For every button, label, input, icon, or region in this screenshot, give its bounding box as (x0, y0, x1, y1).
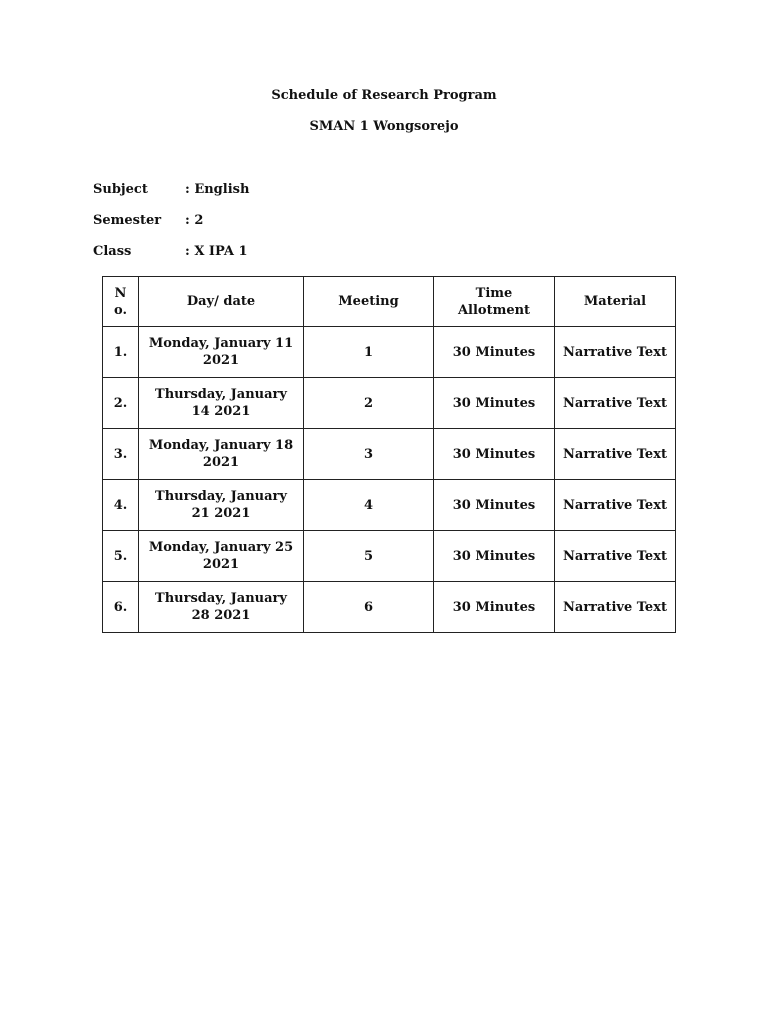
cell-time-allotment: 30 Minutes (434, 531, 555, 582)
cell-day-date: Thursday, January 21 2021 (139, 480, 304, 531)
cell-no: 4. (103, 480, 139, 531)
header-time-allotment: Time Allotment (434, 277, 555, 327)
cell-meeting: 2 (304, 378, 434, 429)
cell-material: Narrative Text (555, 327, 676, 378)
table-row (103, 531, 676, 582)
school-name: SMAN 1 Wongsorejo (309, 119, 459, 134)
schedule-table (102, 276, 676, 633)
cell-day-date: Monday, January 11 2021 (139, 327, 304, 378)
table-row (103, 327, 676, 378)
header-no: No. (103, 277, 139, 327)
cell-meeting: 6 (304, 582, 434, 633)
cell-time-allotment: 30 Minutes (434, 582, 555, 633)
header-day-date: Day/ date (139, 277, 304, 327)
info-label: Class (93, 244, 132, 259)
cell-day-date: Thursday, January 28 2021 (139, 582, 304, 633)
document-title: Schedule of Research Program (271, 88, 497, 103)
cell-no: 2. (103, 378, 139, 429)
cell-material: Narrative Text (555, 582, 676, 633)
info-value: : 2 (185, 213, 204, 228)
cell-meeting: 1 (304, 327, 434, 378)
cell-meeting: 5 (304, 531, 434, 582)
cell-day-date: Monday, January 25 2021 (139, 531, 304, 582)
cell-material: Narrative Text (555, 531, 676, 582)
cell-material: Narrative Text (555, 480, 676, 531)
cell-material: Narrative Text (555, 429, 676, 480)
cell-meeting: 4 (304, 480, 434, 531)
cell-time-allotment: 30 Minutes (434, 327, 555, 378)
header-meeting: Meeting (304, 277, 434, 327)
cell-no: 3. (103, 429, 139, 480)
info-label: Subject (93, 182, 148, 197)
cell-time-allotment: 30 Minutes (434, 378, 555, 429)
cell-day-date: Monday, January 18 2021 (139, 429, 304, 480)
cell-no: 6. (103, 582, 139, 633)
cell-time-allotment: 30 Minutes (434, 429, 555, 480)
cell-day-date: Thursday, January 14 2021 (139, 378, 304, 429)
table-row (103, 480, 676, 531)
info-value: : English (185, 182, 250, 197)
cell-material: Narrative Text (555, 378, 676, 429)
cell-no: 1. (103, 327, 139, 378)
info-value: : X IPA 1 (185, 244, 248, 259)
header-material: Material (555, 277, 676, 327)
cell-no: 5. (103, 531, 139, 582)
table-row (103, 582, 676, 633)
cell-meeting: 3 (304, 429, 434, 480)
cell-time-allotment: 30 Minutes (434, 480, 555, 531)
table-header-row (103, 277, 676, 327)
info-label: Semester (93, 213, 162, 228)
table-row (103, 429, 676, 480)
table-row (103, 378, 676, 429)
